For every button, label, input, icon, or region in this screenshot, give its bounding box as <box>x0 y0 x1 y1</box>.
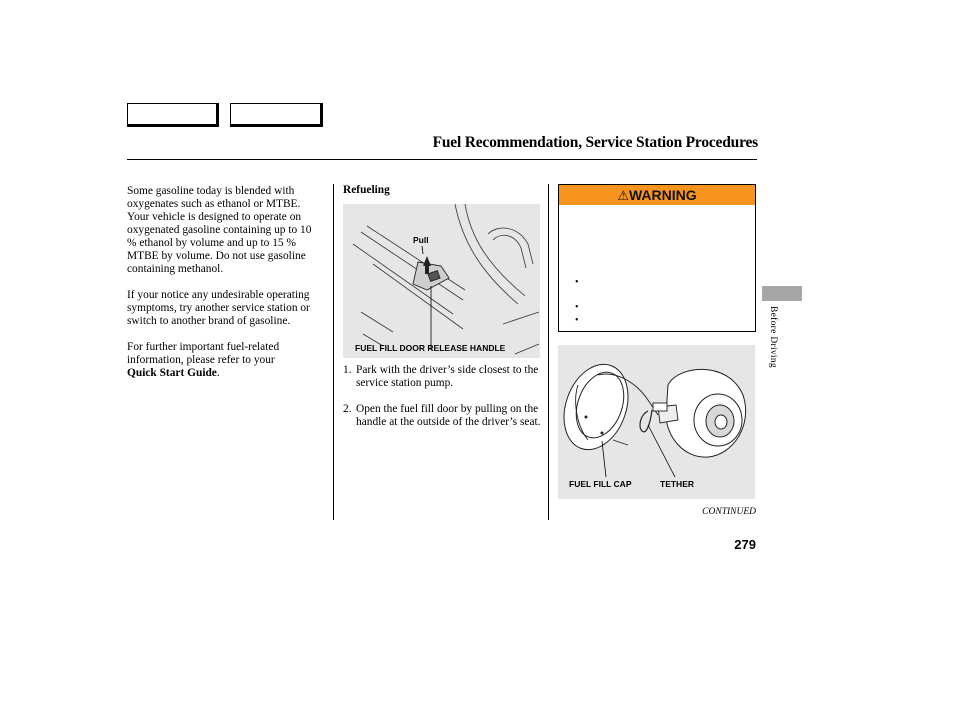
paragraph-further-info <box>127 341 323 380</box>
fuel-cap-illustration <box>558 345 755 499</box>
step-2 <box>343 403 541 429</box>
paragraph-symptoms: If your notice any undesirable operating symptoms, try another service station or switch to another brand of gasoline. <box>127 289 310 327</box>
warning-header <box>559 185 755 205</box>
fuel-cap-figure <box>558 345 755 499</box>
section-label: Before Driving <box>768 306 778 368</box>
step-text: Park with the driver’s side closest to the service station pump. <box>356 364 539 389</box>
page-title: Fuel Recommendation, Service Station Procedures <box>432 134 758 151</box>
warning-bullet: • <box>575 315 579 326</box>
refueling-heading: Refueling <box>343 184 390 196</box>
page-number: 279 <box>734 537 756 552</box>
paragraph-oxygenates: Some gasoline today is blended with oxygenates such as ethanol or MTBE. Your vehicle is designed to operate on oxygenated gasoline containing up to 10 % ethanol by volume and up to 15 % MTBE by volume. Do not use gasoline containing methanol. <box>127 185 312 275</box>
further-info-text: For further important fuel-related information, please refer to your <box>127 341 280 366</box>
column-divider-right <box>548 184 549 520</box>
warning-bullet: • <box>575 302 579 313</box>
left-column <box>127 185 323 393</box>
continued-label: CONTINUED <box>702 507 756 517</box>
refueling-steps <box>343 364 541 442</box>
fuel-door-release-figure <box>343 204 540 358</box>
warning-title: WARNING <box>628 187 697 203</box>
fuel-door-release-illustration <box>343 204 540 358</box>
warning-bullet: • <box>575 277 579 288</box>
title-rule <box>127 159 757 160</box>
step-number: 2. <box>343 403 352 415</box>
column-divider-left <box>333 184 334 520</box>
section-tab[interactable] <box>762 286 802 301</box>
nav-box-previous[interactable] <box>127 103 219 127</box>
warning-box <box>558 184 756 332</box>
nav-box-next[interactable] <box>230 103 323 127</box>
fuel-fill-cap-label: FUEL FILL CAP <box>569 479 632 489</box>
quick-start-guide-link[interactable]: Quick Start Guide <box>127 367 217 379</box>
step-1 <box>343 364 541 390</box>
step-number: 1. <box>343 364 352 376</box>
release-handle-label: FUEL FILL DOOR RELEASE HANDLE <box>355 343 506 353</box>
further-info-period: . <box>216 367 220 379</box>
warning-triangle-icon: ⚠ <box>617 188 629 203</box>
tether-label: TETHER <box>660 479 694 489</box>
pull-label: Pull <box>413 235 429 245</box>
step-text: Open the fuel fill door by pulling on the handle at the outside of the driver’s seat. <box>356 403 541 428</box>
